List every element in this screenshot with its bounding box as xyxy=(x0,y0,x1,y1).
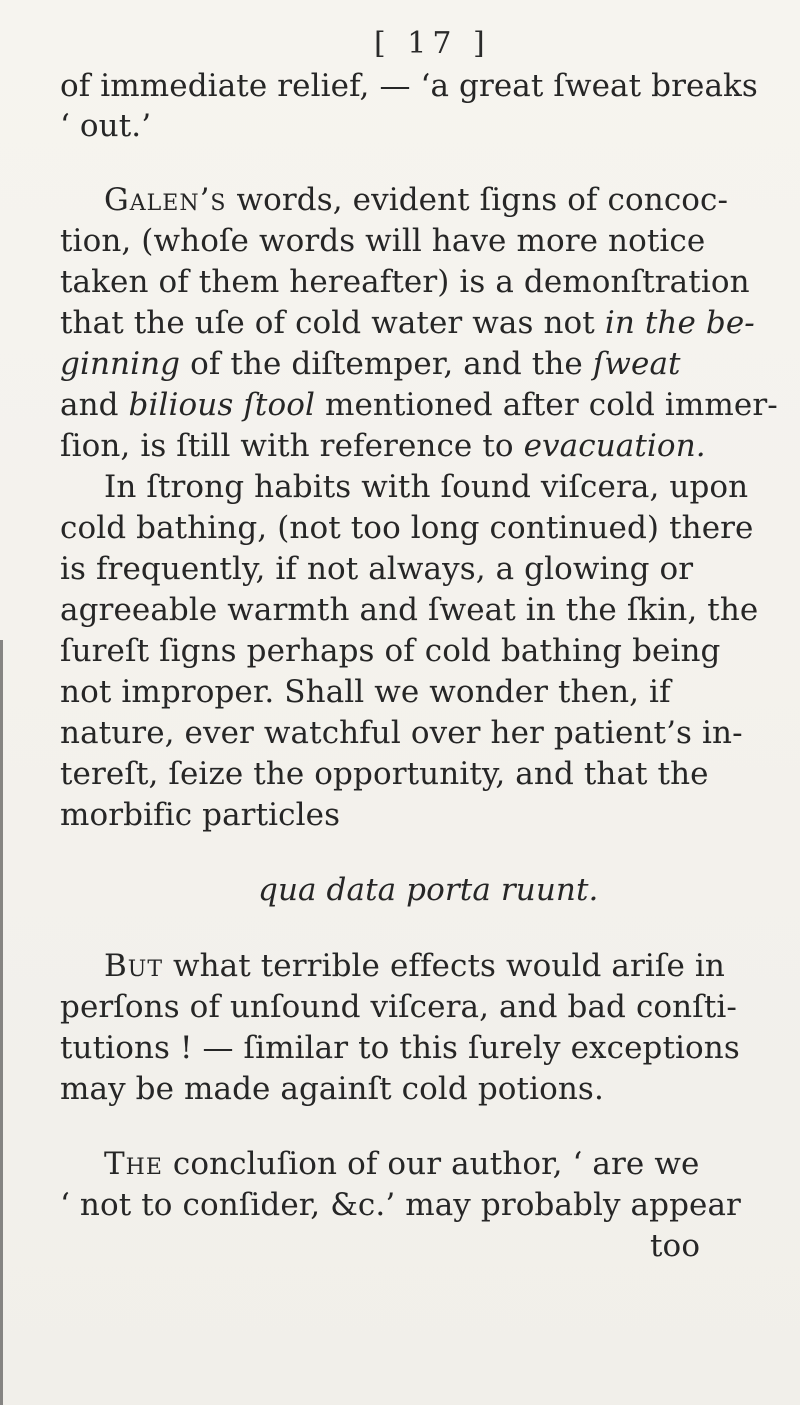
text-run: mentioned after cold immer- xyxy=(315,387,778,423)
text-line: taken of them hereafter) is a demonſtration xyxy=(60,264,750,300)
small-caps-word: But xyxy=(104,948,163,984)
text-run: and xyxy=(60,387,129,423)
text-line: of immediate relief, — ‘a great ſweat breaks xyxy=(60,68,758,104)
italic-text: in the be- xyxy=(604,305,755,341)
text-line: ‘ out.’ xyxy=(60,108,152,144)
small-caps-word: The xyxy=(104,1146,163,1182)
paragraph-2-first-line xyxy=(104,182,728,218)
latin-quotation: qua data porta ruunt. xyxy=(258,872,599,908)
text-line xyxy=(60,428,706,464)
text-line xyxy=(60,346,681,382)
text-run: that the uſe of cold water was not xyxy=(60,305,605,341)
text-line: ‘ not to conſider, &c.’ may probably appear xyxy=(60,1187,741,1223)
paragraph-5-first-line xyxy=(104,1146,699,1182)
italic-text: bilious ſtool xyxy=(128,387,315,423)
text-run: of the diſtemper, and the xyxy=(180,346,593,382)
text-line xyxy=(60,305,755,341)
text-line: is frequently, if not always, a glowing or xyxy=(60,551,694,587)
text-line: ſureſt ſigns perhaps of cold bathing being xyxy=(60,633,721,669)
page-number: [ 17 ] xyxy=(374,26,491,61)
text-line: agreeable warmth and ſweat in the ſkin, the xyxy=(60,592,759,628)
text-run: ſion, is ſtill with reference to xyxy=(60,428,524,464)
text-line: not improper. Shall we wonder then, if xyxy=(60,674,671,710)
text-line: cold bathing, (not too long continued) there xyxy=(60,510,754,546)
text-line: may be made againſt cold potions. xyxy=(60,1071,604,1107)
text-line: morbific particles xyxy=(60,797,341,833)
text-run: concluſion of our author, ‘ are we xyxy=(162,1146,700,1182)
text-line: tion, (whoſe words will have more notice xyxy=(60,223,706,259)
small-caps-word: Galen’s xyxy=(104,182,227,218)
text-line: perſons of unſound viſcera, and bad conſti- xyxy=(60,989,737,1025)
italic-text: ginning xyxy=(60,346,181,382)
text-line: nature, ever watchful over her patient’s in- xyxy=(60,715,743,751)
paragraph-4-first-line xyxy=(104,948,725,984)
text-run: what terrible effects would ariſe in xyxy=(163,948,725,984)
paragraph-3-first-line: In ſtrong habits with ſound viſcera, upon xyxy=(104,469,749,505)
catchword: too xyxy=(650,1228,701,1264)
text-line xyxy=(60,387,778,423)
text-line: tereſt, ſeize the opportunity, and that the xyxy=(60,756,709,792)
text-run: words, evident ſigns of concoc- xyxy=(226,182,729,218)
text-line: tutions ! — ſimilar to this ſurely exceptions xyxy=(60,1030,740,1066)
italic-text: evacuation. xyxy=(523,428,706,464)
page-edge-shadow xyxy=(0,640,3,1405)
italic-text: ſweat xyxy=(592,346,681,382)
